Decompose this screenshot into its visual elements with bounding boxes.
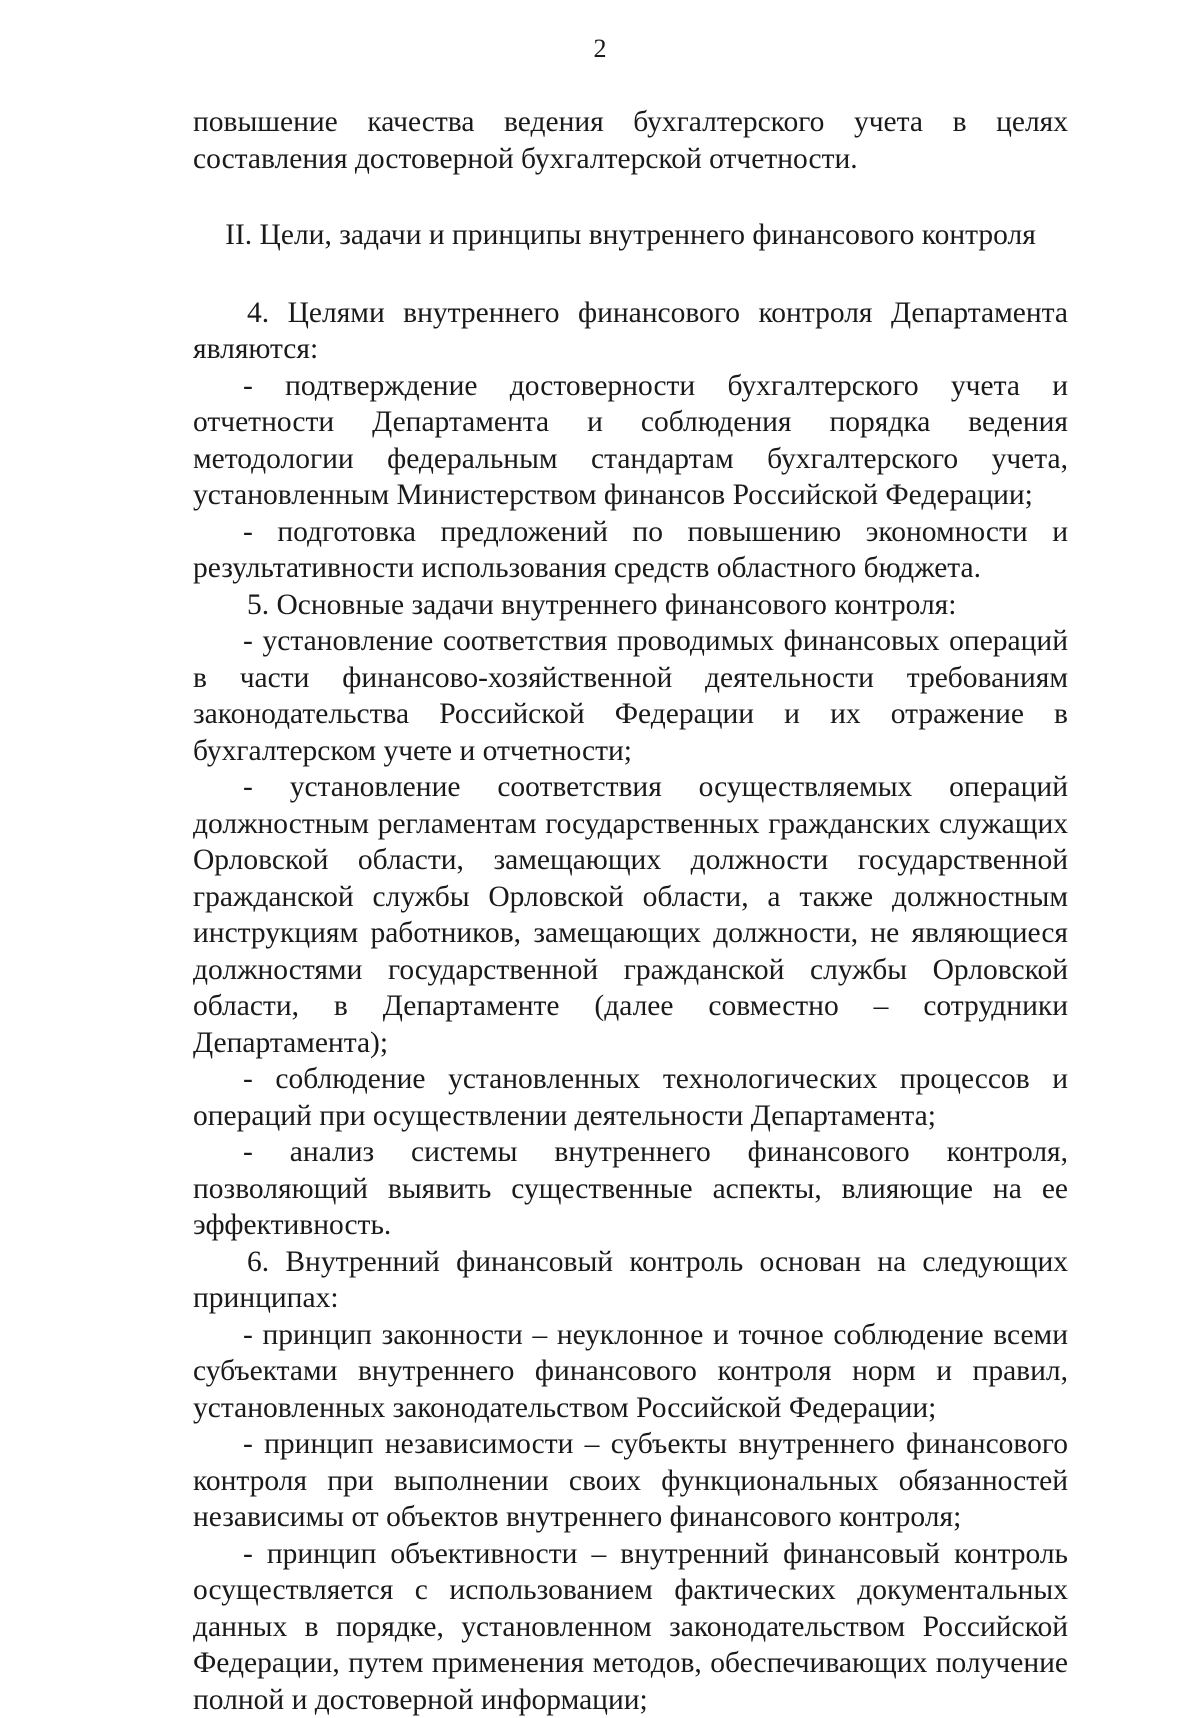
list-item: - принцип законности – неуклонное и точное соблюдение всеми субъектами внутреннего финансового контроля норм и правил, установленных законодательством Российской Федерации; <box>193 1317 1068 1427</box>
list-item: - принцип независимости – субъекты внутреннего финансового контроля при выполнении своих функциональных обязанностей независимы от объектов внутреннего финансового контроля; <box>193 1426 1068 1536</box>
list-item: - установление соответствия проводимых финансовых операций в части финансово-хозяйственной деятельности требованиям законодательства Российской Федерации и их отражение в бухгалтерском учете и отчетности; <box>193 623 1068 769</box>
paragraph-item-6: 6. Внутренний финансовый контроль основан на следующих принципах: <box>193 1244 1068 1317</box>
paragraph-item-5: 5. Основные задачи внутреннего финансового контроля: <box>193 587 1068 624</box>
paragraph-continuation: повышение качества ведения бухгалтерского учета в целях составления достоверной бухгалтерской отчетности. <box>193 104 1068 177</box>
list-item: - подготовка предложений по повышению экономности и результативности использования средств областного бюджета. <box>193 514 1068 587</box>
page-number: 2 <box>0 34 1200 64</box>
list-item: - анализ системы внутреннего финансового контроля, позволяющий выявить существенные аспекты, влияющие на ее эффективность. <box>193 1134 1068 1244</box>
document-body <box>193 104 1068 1718</box>
section-heading: II. Цели, задачи и принципы внутреннего финансового контроля <box>193 217 1068 254</box>
paragraph-item-4: 4. Целями внутреннего финансового контроля Департамента являются: <box>193 295 1068 368</box>
list-item: - соблюдение установленных технологических процессов и операций при осуществлении деятельности Департамента; <box>193 1061 1068 1134</box>
list-item: - принцип объективности – внутренний финансовый контроль осуществляется с использованием фактических документальных данных в порядке, установленном законодательством Российской Федерации, путем применения методов, обеспечивающих получение полной и достоверной информации; <box>193 1536 1068 1718</box>
list-item: - подтверждение достоверности бухгалтерского учета и отчетности Департамента и соблюдения порядка ведения методологии федеральным стандартам бухгалтерского учета, установленным Министерством финансов Российской Федерации; <box>193 368 1068 514</box>
list-item: - установление соответствия осуществляемых операций должностным регламентам государственных гражданских служащих Орловской области, замещающих должности государственной гражданской службы Орловской области, а также должностным инструкциям работников, замещающих должности, не являющиеся должностями государственной гражданской службы Орловской области, в Департаменте (далее совместно – сотрудники Департамента); <box>193 769 1068 1061</box>
